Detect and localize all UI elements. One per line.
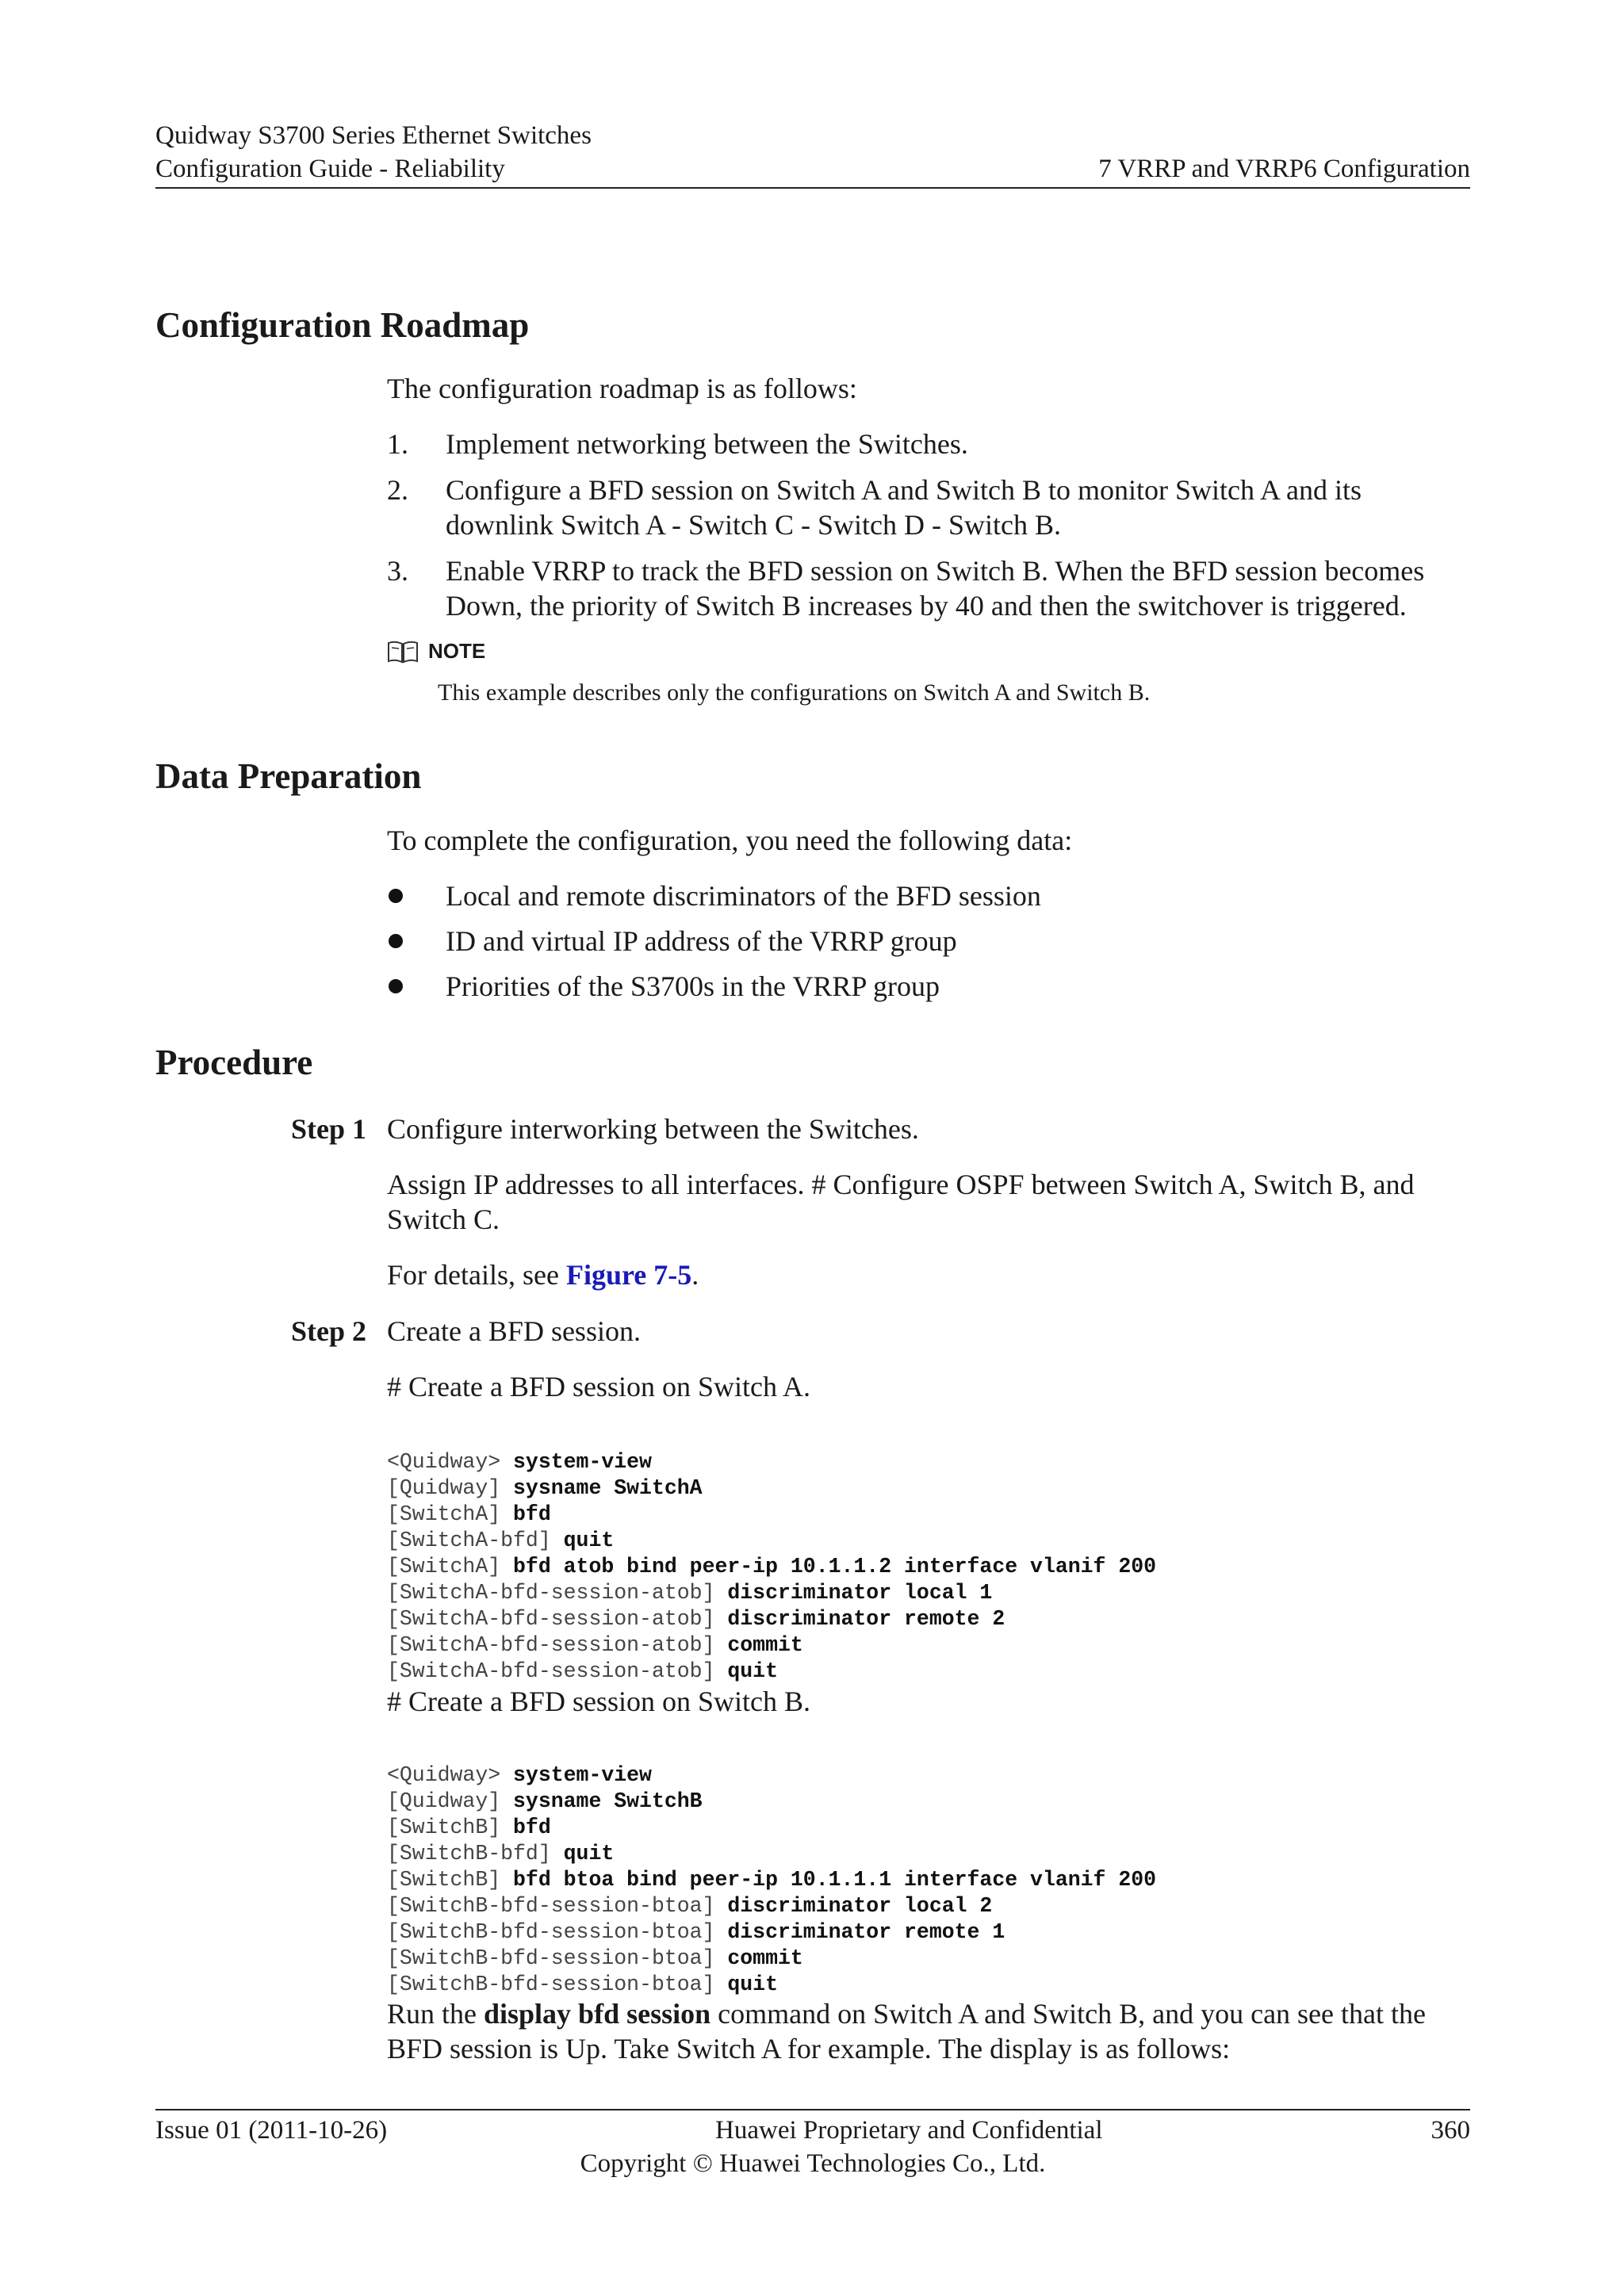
code-prompt: [SwitchB-bfd-session-btoa] xyxy=(387,1946,728,1970)
code-prompt: <Quidway> xyxy=(387,1450,514,1474)
code-prompt: [SwitchA] xyxy=(387,1555,514,1578)
step-subheading: # Create a BFD session on Switch B. xyxy=(387,1686,810,1717)
page-number: 360 xyxy=(1431,2116,1470,2145)
code-line xyxy=(387,1893,1156,1919)
roadmap-item xyxy=(387,473,1473,542)
details-suffix: . xyxy=(691,1259,699,1291)
step-label: Step 2 xyxy=(290,1315,366,1347)
code-line xyxy=(387,1972,1156,1998)
item-number: 3. xyxy=(387,555,408,587)
roadmap-item xyxy=(387,553,1473,623)
code-block-switch-b xyxy=(387,1736,1156,2024)
book-icon xyxy=(387,640,419,664)
page-header xyxy=(155,119,1470,189)
code-command: discriminator local 2 xyxy=(727,1894,993,1918)
bullet-text: Priorities of the S3700s in the VRRP group xyxy=(446,970,940,1002)
code-command: system-view xyxy=(513,1450,652,1474)
display-paragraph xyxy=(387,1996,1473,2066)
code-command: quit xyxy=(727,1973,778,1996)
code-prompt: [SwitchA-bfd-session-atob] xyxy=(387,1659,728,1683)
code-command: bfd atob bind peer-ip 10.1.1.2 interface vlanif 200 xyxy=(513,1555,1157,1578)
item-number: 2. xyxy=(387,474,408,506)
code-line xyxy=(387,1554,1156,1580)
code-prompt: [SwitchB] xyxy=(387,1868,514,1892)
code-prompt: [Quidway] xyxy=(387,1789,514,1813)
list-item xyxy=(387,969,1473,1004)
code-command: sysname SwitchB xyxy=(513,1789,703,1813)
data-prep-list xyxy=(387,878,1473,1014)
header-guide: Configuration Guide - Reliability xyxy=(155,155,505,183)
code-line xyxy=(387,1815,1156,1841)
header-chapter: 7 VRRP and VRRP6 Configuration xyxy=(1098,155,1470,183)
code-line xyxy=(387,1659,1156,1685)
data-prep-intro xyxy=(387,823,1473,858)
code-command: commit xyxy=(727,1633,803,1657)
bullet-text: Local and remote discriminators of the BFD session xyxy=(446,880,1041,912)
step-1 xyxy=(155,1112,1473,1292)
code-line xyxy=(387,1867,1156,1893)
item-text: Implement networking between the Switches. xyxy=(446,428,968,460)
code-line xyxy=(387,1475,1156,1502)
step-text: Configure interworking between the Switches. xyxy=(387,1113,919,1145)
code-line xyxy=(387,1632,1156,1659)
code-prompt: [SwitchA] xyxy=(387,1502,514,1526)
code-prompt: [SwitchB] xyxy=(387,1816,514,1839)
display-suffix: command on Switch A and Switch B, and you can see that the BFD session is Up. Take Switch A for example. The display is as follows: xyxy=(387,1998,1426,2064)
bullet-text: ID and virtual IP address of the VRRP group xyxy=(446,925,957,957)
note-text: This example describes only the configurations on Switch A and Switch B. xyxy=(438,679,1151,706)
step-text: Create a BFD session. xyxy=(387,1315,641,1347)
code-command: bfd xyxy=(513,1502,551,1526)
step-content xyxy=(387,1314,1473,1404)
code-line xyxy=(387,1606,1156,1632)
code-line xyxy=(387,1528,1156,1554)
code-line xyxy=(387,1449,1156,1475)
code-command: quit xyxy=(727,1659,778,1683)
code-line xyxy=(387,1789,1156,1815)
step-label: Step 1 xyxy=(290,1113,366,1145)
code-prompt: [SwitchA-bfd-session-atob] xyxy=(387,1633,728,1657)
roadmap-intro-text: The configuration roadmap is as follows: xyxy=(387,373,857,404)
step-subheading: # Create a BFD session on Switch A. xyxy=(387,1371,810,1402)
step-details xyxy=(387,1257,1473,1292)
code-command: discriminator local 1 xyxy=(727,1581,993,1605)
code-prompt: [Quidway] xyxy=(387,1476,514,1500)
data-prep-heading: Data Preparation xyxy=(155,756,422,796)
code-command: discriminator remote 1 xyxy=(727,1920,1005,1944)
details-prefix: For details, see xyxy=(387,1259,566,1291)
code-prompt: [SwitchA-bfd-session-atob] xyxy=(387,1607,728,1631)
note-header xyxy=(387,639,1473,664)
code-line xyxy=(387,1762,1156,1789)
code-line xyxy=(387,1841,1156,1867)
code-line xyxy=(387,1580,1156,1606)
note-box xyxy=(387,639,1473,708)
step-paragraph: Assign IP addresses to all interfaces. # Configure OSPF between Switch A, Switch B, and Switch C. xyxy=(387,1169,1415,1235)
code-prompt: [SwitchB-bfd] xyxy=(387,1842,564,1866)
code-line xyxy=(387,1946,1156,1972)
code-command: commit xyxy=(727,1946,803,1970)
code-prompt: [SwitchA-bfd-session-atob] xyxy=(387,1581,728,1605)
page-footer xyxy=(155,2109,1470,2180)
roadmap-intro xyxy=(387,371,1473,406)
list-item xyxy=(387,924,1473,959)
code-line xyxy=(387,1919,1156,1946)
code-block-switch-a xyxy=(387,1423,1156,1711)
step-content xyxy=(387,1112,1473,1292)
code-command: quit xyxy=(563,1842,615,1866)
header-product: Quidway S3700 Series Ethernet Switches xyxy=(155,121,592,150)
bullet-icon xyxy=(389,889,403,903)
display-prefix: Run the xyxy=(387,1998,484,2030)
note-label: NOTE xyxy=(428,639,486,663)
bullet-icon xyxy=(389,934,403,948)
footer-confidential: Huawei Proprietary and Confidential xyxy=(715,2116,1103,2145)
step-2 xyxy=(155,1314,1473,1404)
code-line xyxy=(387,1502,1156,1528)
item-text: Configure a BFD session on Switch A and Switch B to monitor Switch A and its downlink Switch A - Switch C - Switch D - Switch B. xyxy=(446,474,1362,541)
bullet-icon xyxy=(389,979,403,993)
data-prep-intro-text: To complete the configuration, you need the following data: xyxy=(387,825,1073,856)
figure-link[interactable]: Figure 7-5 xyxy=(565,1259,692,1291)
item-number: 1. xyxy=(387,428,408,460)
roadmap-list xyxy=(387,427,1473,634)
item-text: Enable VRRP to track the BFD session on Switch B. When the BFD session becomes Down, the priority of Switch B increases by 40 and then the switchover is triggered. xyxy=(446,555,1425,622)
roadmap-heading: Configuration Roadmap xyxy=(155,305,530,345)
code-command: bfd btoa bind peer-ip 10.1.1.1 interface vlanif 200 xyxy=(513,1868,1157,1892)
code-prompt: [SwitchB-bfd-session-btoa] xyxy=(387,1894,728,1918)
list-item xyxy=(387,878,1473,913)
code-prompt: <Quidway> xyxy=(387,1763,514,1787)
footer-copyright: Copyright © Huawei Technologies Co., Ltd. xyxy=(580,2149,1046,2178)
code-prompt: [SwitchB-bfd-session-btoa] xyxy=(387,1973,728,1996)
code-prompt: [SwitchB-bfd-session-btoa] xyxy=(387,1920,728,1944)
procedure-heading: Procedure xyxy=(155,1043,313,1082)
code-command: system-view xyxy=(513,1763,652,1787)
footer-issue: Issue 01 (2011-10-26) xyxy=(155,2116,388,2145)
code-prompt: [SwitchA-bfd] xyxy=(387,1529,564,1552)
code-command: discriminator remote 2 xyxy=(727,1607,1005,1631)
code-command: bfd xyxy=(513,1816,551,1839)
roadmap-item xyxy=(387,427,1473,461)
code-command: sysname SwitchA xyxy=(513,1476,703,1500)
code-command: quit xyxy=(563,1529,615,1552)
display-command: display bfd session xyxy=(484,1998,711,2030)
